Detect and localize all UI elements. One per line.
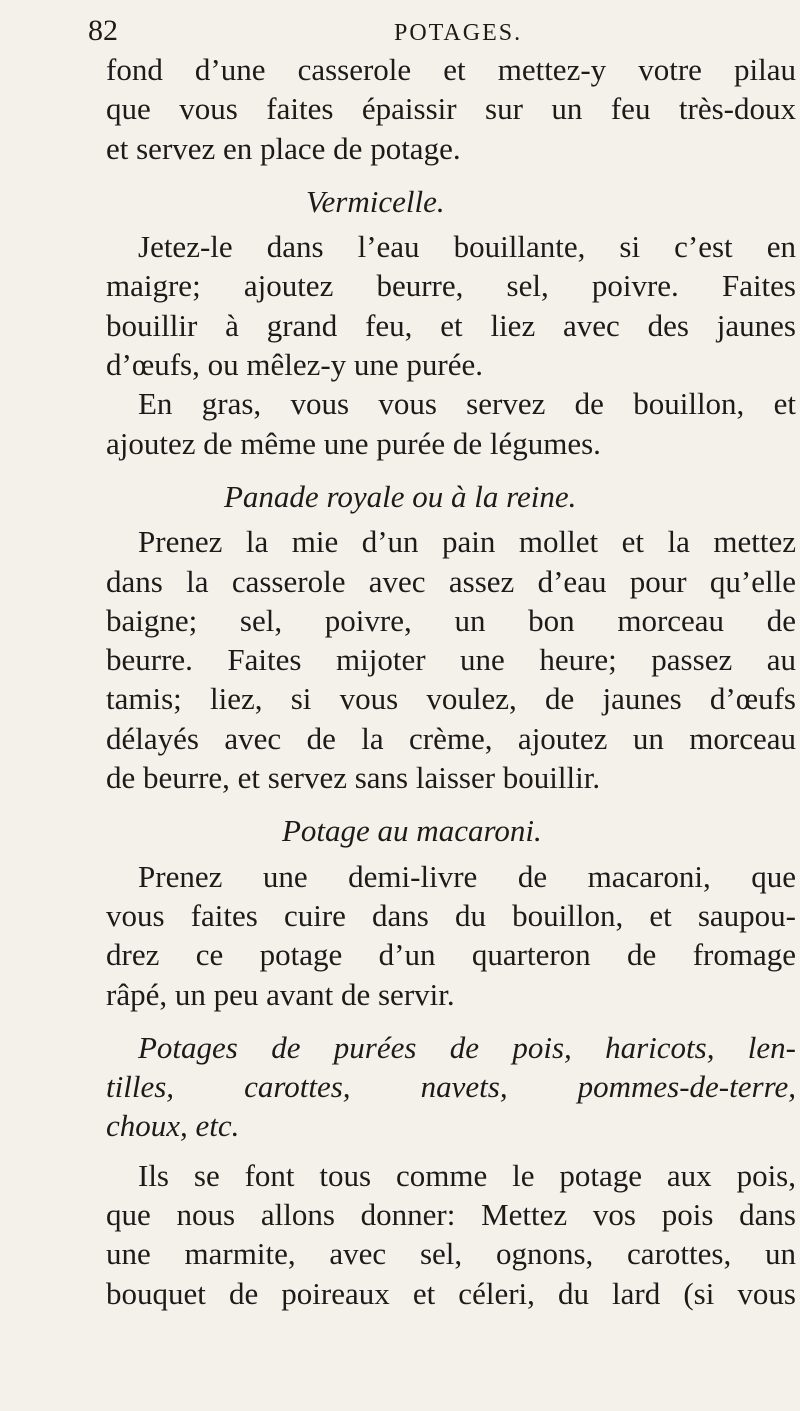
section-heading: Potages de purées de pois, haricots, len- xyxy=(138,1029,796,1065)
text-line: que vous faites épaissir sur un feu très-doux xyxy=(106,91,796,127)
section-heading: Potage au macaroni. xyxy=(282,813,542,849)
text-line: baigne; sel, poivre, un bon morceau de xyxy=(106,602,796,638)
text-line: beurre. Faites mijoter une heure; passez au xyxy=(106,642,796,678)
section-heading: Panade royale ou à la reine. xyxy=(224,478,577,514)
text-line: Ils se font tous comme le potage aux pois, xyxy=(138,1157,796,1193)
section-heading: choux, etc. xyxy=(106,1108,240,1144)
page-header xyxy=(88,14,608,54)
text-line: vous faites cuire dans du bouillon, et saupou- xyxy=(106,897,796,933)
text-line: une marmite, avec sel, ognons, carottes, un xyxy=(106,1236,796,1272)
text-line: Prenez une demi-livre de macaroni, que xyxy=(138,858,796,894)
text-line: bouillir à grand feu, et liez avec des jaunes xyxy=(106,307,796,343)
text-line: tamis; liez, si vous voulez, de jaunes d’œufs xyxy=(106,681,796,717)
text-line: dans la casserole avec assez d’eau pour qu’elle xyxy=(106,563,796,599)
text-line: Jetez-le dans l’eau bouillante, si c’est en xyxy=(138,229,796,265)
text-line: bouquet de poireaux et céleri, du lard (si vous xyxy=(106,1275,796,1311)
text-line: de beurre, et servez sans laisser bouillir. xyxy=(106,760,601,796)
text-line: fond d’une casserole et mettez-y votre pilau xyxy=(106,52,796,87)
text-line: et servez en place de potage. xyxy=(106,130,461,166)
page-number: 82 xyxy=(88,14,118,47)
text-line: d’œufs, ou mêlez-y une purée. xyxy=(106,347,484,383)
section-heading: tilles, carottes, navets, pommes-de-terre, xyxy=(106,1069,796,1105)
text-line: Prenez la mie d’un pain mollet et la mettez xyxy=(138,524,796,560)
text-line: râpé, un peu avant de servir. xyxy=(106,976,455,1012)
text-line: délayés avec de la crème, ajoutez un morceau xyxy=(106,720,796,756)
text-line: que nous allons donner: Mettez vos pois dans xyxy=(106,1197,796,1233)
text-line: En gras, vous vous servez de bouillon, et xyxy=(138,386,796,422)
section-heading: Vermicelle. xyxy=(306,183,445,219)
running-head: POTAGES. xyxy=(394,20,523,46)
text-line: ajoutez de même une purée de légumes. xyxy=(106,425,601,461)
page-body xyxy=(106,50,796,1313)
text-line: maigre; ajoutez beurre, sel, poivre. Faites xyxy=(106,268,796,304)
text-line: drez ce potage d’un quarteron de fromage xyxy=(106,937,796,973)
